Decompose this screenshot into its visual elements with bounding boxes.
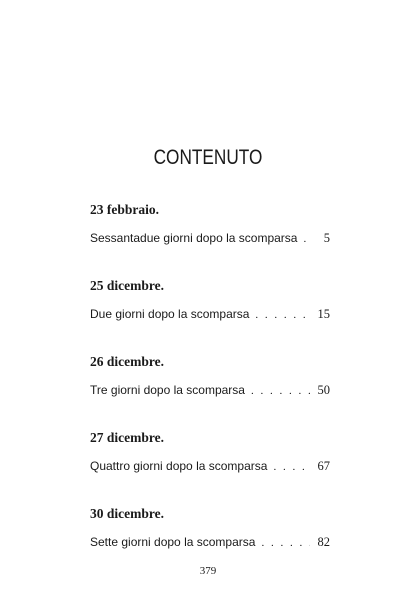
toc-entry-title: Due giorni dopo la scomparsa: [90, 307, 250, 321]
toc-entry-page: 50: [317, 383, 330, 397]
page-number: 379: [199, 565, 217, 577]
toc-section-date: 25 dicembre.: [90, 278, 164, 293]
toc-entry-title: Quattro giorni dopo la scomparsa: [90, 459, 268, 473]
toc-section-date: 27 dicembre.: [90, 430, 164, 445]
toc-dot-leader: [303, 231, 310, 247]
toc-entry-page: 15: [317, 307, 330, 321]
toc-dot-leader: [251, 383, 310, 399]
toc-entry: [90, 534, 330, 551]
toc-section: [90, 202, 330, 278]
toc-entry-title: Sette giorni dopo la scomparsa: [90, 535, 256, 549]
toc-dot-leader: [261, 535, 310, 551]
table-of-contents: [90, 202, 330, 582]
toc-section: [90, 430, 330, 506]
toc-entry-title: Sessantadue giorni dopo la scomparsa: [90, 231, 298, 245]
toc-entry: [90, 306, 330, 323]
toc-entry: [90, 382, 330, 399]
toc-section: [90, 278, 330, 354]
toc-dot-leader: [255, 307, 310, 323]
toc-entry: [90, 230, 330, 247]
toc-entry-title: Tre giorni dopo la scomparsa: [90, 383, 245, 397]
toc-section: [90, 354, 330, 430]
page-title: CONTENUTO: [153, 146, 263, 169]
toc-entry-page: 82: [317, 535, 330, 549]
toc-entry: [90, 458, 330, 475]
toc-entry-page: 67: [317, 459, 330, 473]
toc-section-date: 23 febbraio.: [90, 202, 159, 217]
toc-entry-page: 5: [323, 231, 330, 245]
toc-dot-leader: [273, 459, 310, 475]
toc-section-date: 26 dicembre.: [90, 354, 164, 369]
toc-section-date: 30 dicembre.: [90, 506, 164, 521]
